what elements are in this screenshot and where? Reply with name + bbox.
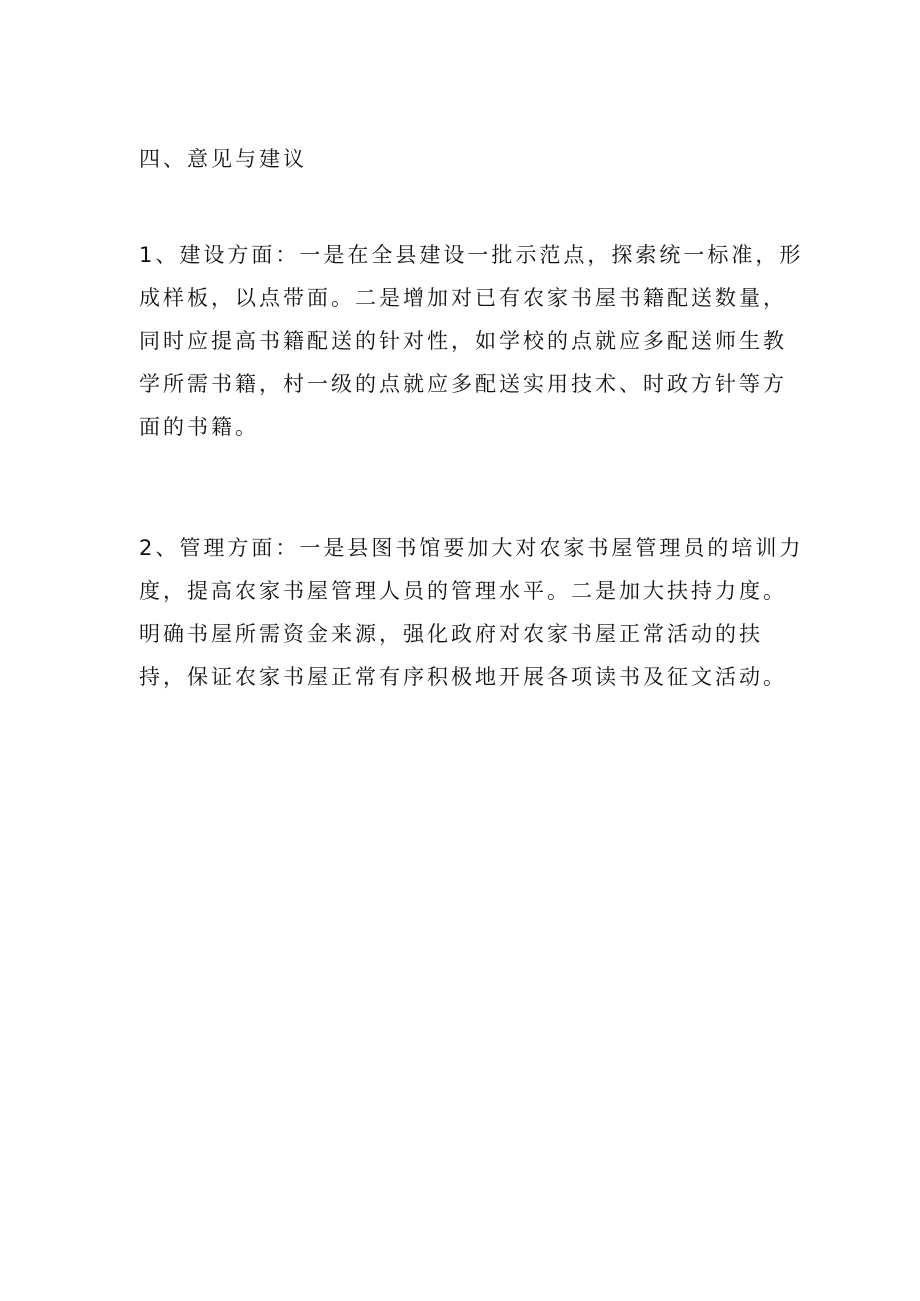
- paragraph-line: 面的书籍。: [139, 415, 259, 439]
- section-heading: 四、意见与建议: [139, 147, 307, 171]
- paragraph-line: 学所需书籍，村一级的点就应多配送实用技术、时政方针等方: [139, 372, 787, 396]
- paragraph-line: 持，保证农家书屋正常有序积极地开展各项读书及征文活动。: [139, 665, 787, 689]
- paragraph-construction: [139, 234, 804, 449]
- paragraph-line: 成样板，以点带面。二是增加对已有农家书屋书籍配送数量，: [139, 286, 787, 310]
- paragraph-line: 2、管理方面：一是县图书馆要加大对农家书屋管理员的培训力: [139, 536, 804, 560]
- paragraph-line: 同时应提高书籍配送的针对性，如学校的点就应多配送师生教: [139, 329, 787, 353]
- paragraph-line: 明确书屋所需资金来源，强化政府对农家书屋正常活动的扶: [139, 622, 763, 646]
- paragraph-line: 1、建设方面：一是在全县建设一批示范点，探索统一标准，形: [139, 243, 804, 267]
- paragraph-management: [139, 527, 804, 699]
- paragraph-line: 度，提高农家书屋管理人员的管理水平。二是加大扶持力度。: [139, 579, 787, 603]
